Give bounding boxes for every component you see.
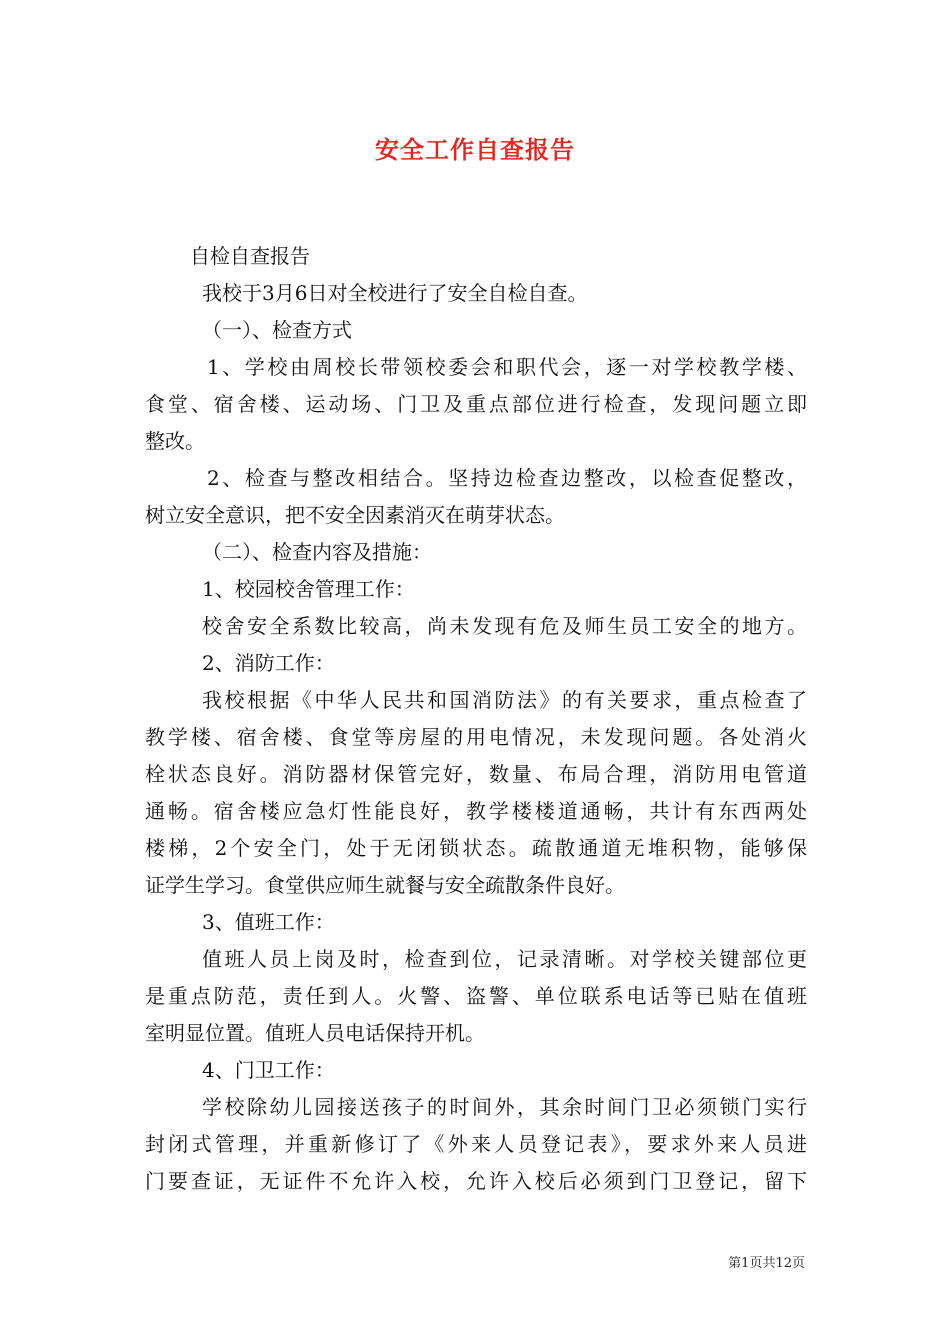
subsection-heading: 2、消防工作：: [202, 651, 335, 675]
paragraph-line: 教学楼、宿舍楼、食堂等房屋的用电情况，未发现问题。各处消火: [145, 725, 807, 749]
paragraph-line: 室明显位置。值班人员电话保持开机。: [145, 1021, 485, 1045]
section-heading: （二）、检查内容及措施：: [202, 540, 432, 564]
page-number: 第1页共12页: [728, 1256, 805, 1271]
paragraph-line: 楼梯，2个安全门，处于无闭锁状态。疏散通道无堆积物，能够保: [145, 836, 807, 860]
paragraph-line: 是重点防范，责任到人。火警、盗警、单位联系电话等已贴在值班: [145, 984, 807, 1008]
document-body: [145, 238, 807, 1200]
paragraph-line: 证学生学习。食堂供应师生就餐与安全疏散条件良好。: [145, 873, 625, 897]
paragraph-line: 栓状态良好。消防器材保管完好，数量、布局合理，消防用电管道: [145, 762, 807, 786]
paragraph-line: 我校于3月6日对全校进行了安全自检自查。: [202, 281, 588, 305]
paragraph-line: 通畅。宿舍楼应急灯性能良好，教学楼楼道通畅，共计有东西两处: [145, 799, 807, 823]
document-title: 安全工作自查报告: [375, 135, 575, 164]
paragraph-line: 学校除幼儿园接送孩子的时间外，其余时间门卫必须锁门实行: [202, 1095, 807, 1119]
subsection-heading: 4、门卫工作：: [202, 1058, 335, 1082]
paragraph-line: 校舍安全系数比较高，尚未发现有危及师生员工安全的地方。: [202, 614, 807, 638]
paragraph-line: 门要查证，无证件不允许入校，允许入校后必须到门卫登记，留下: [145, 1169, 807, 1193]
paragraph-line: 值班人员上岗及时，检查到位，记录清晰。对学校关键部位更: [202, 947, 807, 971]
paragraph-line: 1、学校由周校长带领校委会和职代会，逐一对学校教学楼、: [207, 355, 807, 379]
paragraph-line: 封闭式管理，并重新修订了《外来人员登记表》，要求外来人员进: [145, 1132, 807, 1156]
section-heading: 自检自查报告: [190, 244, 310, 268]
paragraph-line: 整改。: [145, 429, 205, 453]
subsection-heading: 1、校园校舍管理工作：: [202, 577, 415, 601]
paragraph-line: 2、检查与整改相结合。坚持边检查边整改，以检查促整改，: [207, 466, 807, 490]
paragraph-line: 我校根据《中华人民共和国消防法》的有关要求，重点检查了: [202, 688, 807, 712]
section-heading: （一）、检查方式: [202, 318, 352, 342]
subsection-heading: 3、值班工作：: [202, 910, 335, 934]
paragraph-line: 树立安全意识，把不安全因素消灭在萌芽状态。: [145, 503, 565, 527]
paragraph-line: 食堂、宿舍楼、运动场、门卫及重点部位进行检查，发现问题立即: [145, 392, 807, 416]
